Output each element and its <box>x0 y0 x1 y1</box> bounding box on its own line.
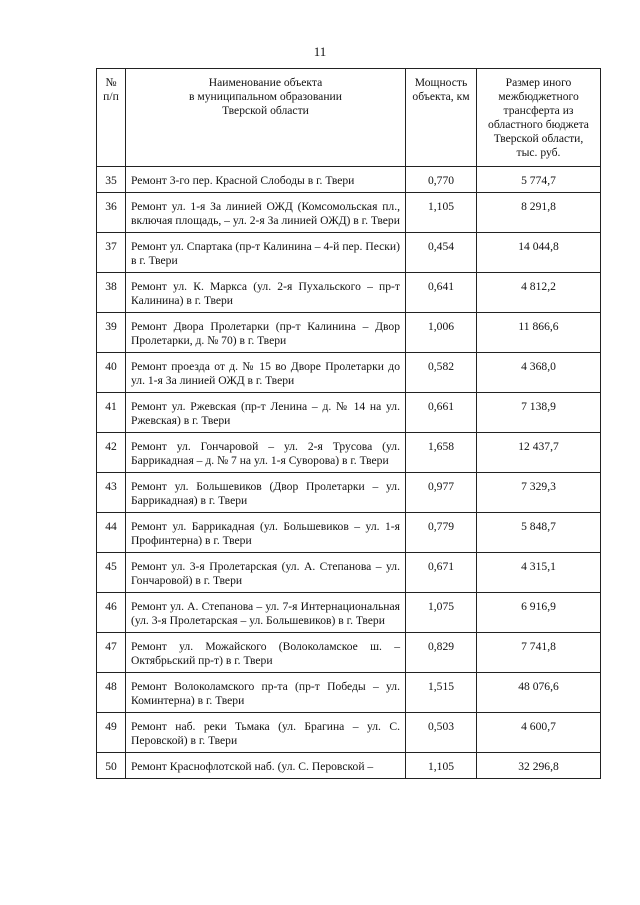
table-header-row <box>97 69 601 167</box>
row-object-name: Ремонт ул. Баррикадная (ул. Большевиков – ул. 1-я Профинтерна) в г. Твери <box>126 513 406 553</box>
row-amount: 5 774,7 <box>477 167 601 193</box>
table-row <box>97 633 601 673</box>
row-object-name: Ремонт ул. 1-я За линией ОЖД (Комсомольская пл., включая площадь, – ул. 2-я За линией ОЖД) в г. Твери <box>126 193 406 233</box>
row-number: 41 <box>97 393 126 433</box>
table-row <box>97 193 601 233</box>
row-number: 38 <box>97 273 126 313</box>
table-row <box>97 167 601 193</box>
row-amount: 7 138,9 <box>477 393 601 433</box>
header-number: № п/п <box>97 69 126 167</box>
row-number: 39 <box>97 313 126 353</box>
row-object-name: Ремонт Двора Пролетарки (пр-т Калинина – Двор Пролетарки, д. № 70) в г. Твери <box>126 313 406 353</box>
row-amount: 48 076,6 <box>477 673 601 713</box>
table-row <box>97 553 601 593</box>
row-object-name: Ремонт ул. Гончаровой – ул. 2-я Трусова (ул. Баррикадная – д. № 7 на ул. 1-я Суворова) в г. Твери <box>126 433 406 473</box>
row-number: 37 <box>97 233 126 273</box>
row-number: 35 <box>97 167 126 193</box>
row-number: 46 <box>97 593 126 633</box>
header-amount: Размер иного межбюджетного трансферта из областного бюджета Тверской области, тыс. руб. <box>477 69 601 167</box>
row-object-name: Ремонт ул. К. Маркса (ул. 2-я Пухальского – пр-т Калинина) в г. Твери <box>126 273 406 313</box>
row-amount: 7 329,3 <box>477 473 601 513</box>
row-power: 1,515 <box>406 673 477 713</box>
row-power: 0,661 <box>406 393 477 433</box>
row-object-name: Ремонт Краснофлотской наб. (ул. С. Перовской – <box>126 753 406 779</box>
table-row <box>97 713 601 753</box>
row-object-name: Ремонт ул. Можайского (Волоколамское ш. – Октябрьский пр-т) в г. Твери <box>126 633 406 673</box>
row-amount: 4 812,2 <box>477 273 601 313</box>
row-number: 48 <box>97 673 126 713</box>
row-amount: 11 866,6 <box>477 313 601 353</box>
row-amount: 5 848,7 <box>477 513 601 553</box>
row-power: 0,503 <box>406 713 477 753</box>
header-power: Мощность объекта, км <box>406 69 477 167</box>
row-amount: 14 044,8 <box>477 233 601 273</box>
row-amount: 4 315,1 <box>477 553 601 593</box>
row-object-name: Ремонт ул. А. Степанова – ул. 7-я Интернациональная (ул. 3-я Пролетарская – ул. Большевиков) в г. Твери <box>126 593 406 633</box>
row-object-name: Ремонт ул. Ржевская (пр-т Ленина – д. № 14 на ул. Ржевская) в г. Твери <box>126 393 406 433</box>
table-row <box>97 473 601 513</box>
row-number: 44 <box>97 513 126 553</box>
row-power: 1,105 <box>406 753 477 779</box>
page-number: 11 <box>313 44 327 59</box>
row-amount: 32 296,8 <box>477 753 601 779</box>
row-amount: 6 916,9 <box>477 593 601 633</box>
row-amount: 4 600,7 <box>477 713 601 753</box>
row-amount: 7 741,8 <box>477 633 601 673</box>
row-number: 49 <box>97 713 126 753</box>
header-object-name: Наименование объекта в муниципальном образовании Тверской области <box>126 69 406 167</box>
row-number: 47 <box>97 633 126 673</box>
table-body <box>97 167 601 779</box>
row-number: 43 <box>97 473 126 513</box>
row-power: 0,829 <box>406 633 477 673</box>
row-number: 42 <box>97 433 126 473</box>
table-row <box>97 673 601 713</box>
row-number: 36 <box>97 193 126 233</box>
row-object-name: Ремонт наб. реки Тьмака (ул. Брагина – ул. С. Перовской) в г. Твери <box>126 713 406 753</box>
row-power: 1,075 <box>406 593 477 633</box>
row-number: 45 <box>97 553 126 593</box>
row-power: 1,006 <box>406 313 477 353</box>
row-amount: 12 437,7 <box>477 433 601 473</box>
row-object-name: Ремонт ул. Большевиков (Двор Пролетарки – ул. Баррикадная) в г. Твери <box>126 473 406 513</box>
table-row <box>97 433 601 473</box>
row-object-name: Ремонт проезда от д. № 15 во Дворе Пролетарки до ул. 1-я За линией ОЖД в г. Твери <box>126 353 406 393</box>
table-row <box>97 273 601 313</box>
table-row <box>97 393 601 433</box>
row-amount: 8 291,8 <box>477 193 601 233</box>
table-row <box>97 593 601 633</box>
transfer-table <box>96 68 601 779</box>
table-row <box>97 353 601 393</box>
row-number: 40 <box>97 353 126 393</box>
row-power: 0,582 <box>406 353 477 393</box>
row-object-name: Ремонт 3-го пер. Красной Слободы в г. Твери <box>126 167 406 193</box>
row-power: 0,671 <box>406 553 477 593</box>
row-power: 0,779 <box>406 513 477 553</box>
table-row <box>97 753 601 779</box>
row-power: 0,454 <box>406 233 477 273</box>
row-object-name: Ремонт Волоколамского пр-та (пр-т Победы – ул. Коминтерна) в г. Твери <box>126 673 406 713</box>
row-object-name: Ремонт ул. 3-я Пролетарская (ул. А. Степанова – ул. Гончаровой) в г. Твери <box>126 553 406 593</box>
table-row <box>97 513 601 553</box>
row-amount: 4 368,0 <box>477 353 601 393</box>
table-row <box>97 313 601 353</box>
row-number: 50 <box>97 753 126 779</box>
row-power: 0,641 <box>406 273 477 313</box>
row-power: 1,658 <box>406 433 477 473</box>
row-object-name: Ремонт ул. Спартака (пр-т Калинина – 4-й пер. Пески) в г. Твери <box>126 233 406 273</box>
row-power: 0,770 <box>406 167 477 193</box>
row-power: 0,977 <box>406 473 477 513</box>
table-row <box>97 233 601 273</box>
row-power: 1,105 <box>406 193 477 233</box>
